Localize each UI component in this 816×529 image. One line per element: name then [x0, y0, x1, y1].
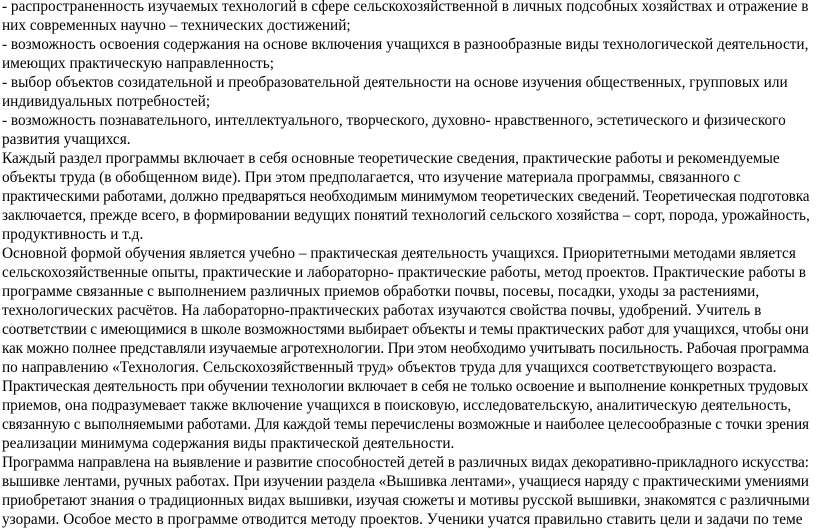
text-line: имеющих практическую направленность;: [2, 55, 274, 72]
text-line: технологических расчётов. На лабораторно-практических работах изучаются свойства почвы, удобрений. Учитель в: [2, 302, 762, 319]
text-line: Каждый раздел программы включает в себя основные теоретические сведения, практические работы и рекомендуемые: [2, 150, 780, 167]
text-line: как можно полнее представляли изучаемые агротехнологии. При этом необходимо учитывать посильность. Рабочая программа: [2, 340, 809, 357]
text-line: - возможность познавательного, интеллектуального, творческого, духовно- нравственного, эстетического и физического: [2, 112, 786, 129]
text-line: соответствии с имеющимися в школе возможностями выбирает объекты и темы практических работ для учащихся, чтобы они: [2, 321, 809, 338]
text-line: связанную с выполняемыми работами. Для каждой темы перечислены возможные и наиболее целесообразные с точки зрения: [2, 416, 809, 433]
text-line: Основной формой обучения является учебно – практическая деятельность учащихся. Приоритетными методами является: [2, 245, 796, 262]
text-line: приобретают знания о традиционных видах вышивки, изучая сюжеты и мотивы русской вышивки, знакомятся с различными: [2, 492, 810, 509]
text-line: продуктивность и т.д.: [2, 226, 144, 243]
text-line: - распространенность изучаемых технологий в сфере сельскохозяйственной в личных подсобных хозяйствах и отражение в: [2, 0, 809, 15]
text-line: приемов, она подразумевает также включение учащихся в поисковую, исследовательскую, аналитическую деятельность,: [2, 397, 792, 414]
text-line: - выбор объектов созидательной и преобразовательной деятельности на основе изучения общественных, групповых или: [2, 74, 788, 91]
text-line: практическими работами, должно предваряться необходимым минимумом теоретических сведений. Теоретическая подготовка: [2, 188, 810, 205]
text-line: развития учащихся.: [2, 131, 131, 148]
text-line: них современных научно – технических достижений;: [2, 17, 351, 34]
text-line: по направлению «Технология. Сельскохозяйственный труд» объектов труда для учащихся соответствующего возраста.: [2, 359, 777, 376]
text-line: программе связанные с выполнением различных приемов обработки почвы, посевы, посадки, уходы за растениями,: [2, 283, 760, 300]
text-line: объекты труда (в обобщенном виде). При этом предполагается, что изучение материала программы, связанного с: [2, 169, 741, 186]
text-line: узорами. Особое место в программе отводится методу проектов. Ученики учатся правильно ставить цели и задачи по теме: [2, 511, 803, 528]
text-line: Практическая деятельность при обучении технологии включает в себя не только освоение и выполнение конкретных трудовых: [2, 378, 809, 395]
text-line: Программа направлена на выявление и развитие способностей детей в различных видах декоративно-прикладного искусства:: [2, 454, 809, 471]
text-line: заключается, прежде всего, в формировании ведущих понятий технологий сельского хозяйства – сорт, порода, урожайность,: [2, 207, 810, 224]
text-line: индивидуальных потребностей;: [2, 93, 211, 110]
text-line: вышивке лентами, ручных работах. При изучении раздела «Вышивка лентами», учащиеся наряду с практическими умениями: [2, 473, 809, 490]
text-line: - возможность освоения содержания на основе включения учащихся в разнообразные виды технологической деятельности,: [2, 36, 809, 53]
text-line: сельскохозяйственные опыты, практические и лабораторно- практические работы, метод проектов. Практические работы в: [2, 264, 806, 281]
text-line: реализации минимума содержания виды практической деятельности.: [2, 435, 455, 452]
